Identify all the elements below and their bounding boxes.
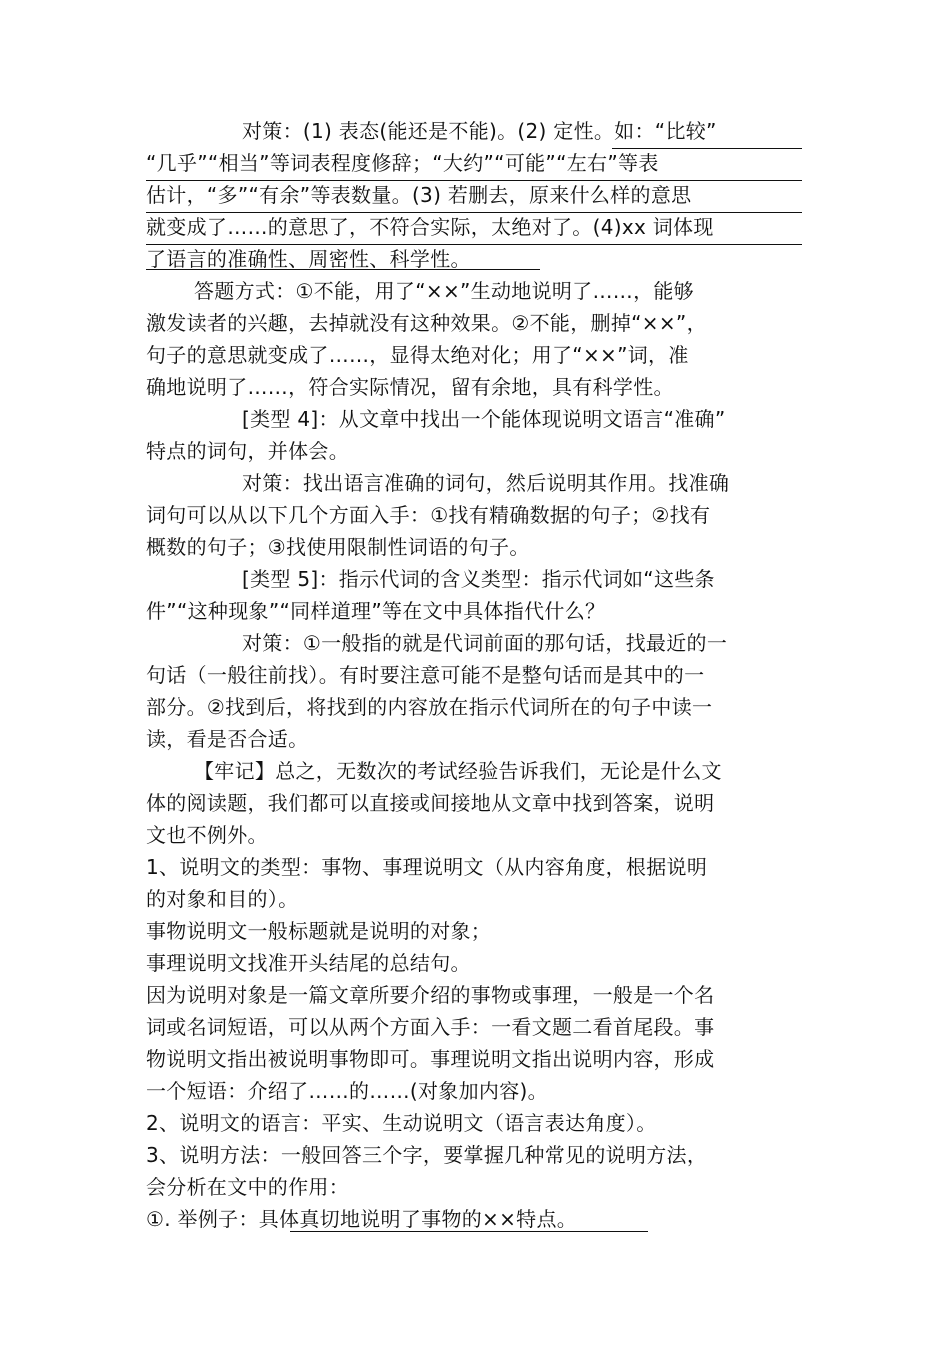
text-line: 文也不例外。 [146,823,268,847]
text-line: 估计，“多”“有余”等表数量。(3) 若删去，原来什么样的意思 [146,183,692,207]
text-line: 物说明文指出被说明事物即可。事理说明文指出说明内容，形成 [146,1047,715,1071]
text-line: 体的阅读题，我们都可以直接或间接地从文章中找到答案，说明 [146,791,715,815]
underline-rule [612,148,802,149]
text-line: 一个短语：介绍了……的……(对象加内容)。 [146,1079,548,1103]
text-line: 会分析在文中的作用： [146,1175,349,1199]
text-line: 2、说明文的语言：平实、生动说明文（语言表达角度）。 [146,1111,657,1135]
text-line: 句话（一般往前找）。有时要注意可能不是整句话而是其中的一 [146,663,705,687]
text-line: 【牢记】总之，无数次的考试经验告诉我们，无论是什么文 [194,759,722,783]
text-line: 词或名词短语，可以从两个方面入手：一看文题二看首尾段。事 [146,1015,715,1039]
text-line: 事物说明文一般标题就是说明的对象； [146,919,492,943]
text-line: 激发读者的兴趣，去掉就没有这种效果。②不能，删掉“××”， [146,311,707,335]
text-line: 因为说明对象是一篇文章所要介绍的事物或事理，一般是一个名 [146,983,715,1007]
text-line: 3、说明方法：一般回答三个字，要掌握几种常见的说明方法， [146,1143,708,1167]
text-line: 对策：找出语言准确的词句，然后说明其作用。找准确 [242,471,730,495]
text-line: 句子的意思就变成了……，显得太绝对化；用了“××”词，准 [146,343,689,367]
text-line: 词句可以从以下几个方面入手：①找有精确数据的句子；②找有 [146,503,711,527]
text-line: 事理说明文找准开头结尾的总结句。 [146,951,471,975]
text-line: 件”“这种现象”“同样道理”等在文中具体指代什么？ [146,599,606,623]
underline-rule [146,212,802,213]
text-line: 确地说明了……，符合实际情况，留有余地，具有科学性。 [146,375,674,399]
text-line: 的对象和目的）。 [146,887,299,911]
text-line: 部分。②找到后，将找到的内容放在指示代词所在的句子中读一 [146,695,713,719]
text-line: 特点的词句，并体会。 [146,439,349,463]
text-line: [类型 4]：从文章中找出一个能体现说明文语言“准确” [242,407,726,431]
text-line: 对策：①一般指的就是代词前面的那句话，找最近的一 [242,631,728,655]
text-line: 就变成了……的意思了，不符合实际，太绝对了。(4)xx 词体现 [146,215,714,239]
text-line: 1、说明文的类型：事物、事理说明文（从内容角度，根据说明 [146,855,708,879]
underline-rule [290,1231,648,1232]
text-line: ①. 举例子：具体真切地说明了事物的××特点。 [146,1207,578,1231]
text-line: [类型 5]：指示代词的含义类型：指示代词如“这些条 [242,567,715,591]
underline-rule [146,244,802,245]
underline-rule [146,180,802,181]
text-line: “几乎”“相当”等词表程度修辞；“大约”“可能”“左右”等表 [146,151,659,175]
text-line: 概数的句子；③找使用限制性词语的句子。 [146,535,530,559]
text-line: 了语言的准确性、周密性、科学性。 [146,247,471,271]
text-line: 对策：(1) 表态(能还是不能)。(2) 定性。如：“比较” [242,119,717,143]
underline-rule [146,269,540,270]
text-line: 读，看是否合适。 [146,727,309,751]
text-line: 答题方式：①不能，用了“××”生动地说明了……，能够 [194,279,694,303]
